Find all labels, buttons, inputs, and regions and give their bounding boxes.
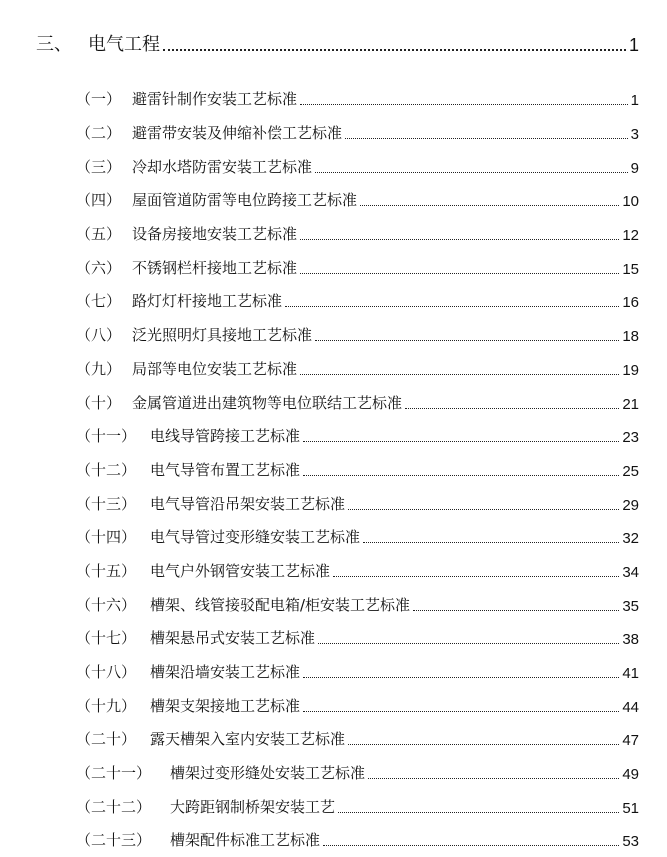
entry-page-number: 1 xyxy=(630,92,639,110)
entry-title: 设备房接地安装工艺标准 xyxy=(132,225,298,244)
toc-entry-list xyxy=(76,82,639,857)
entry-number: （三） xyxy=(76,157,122,176)
entry-title: 泛光照明灯具接地工艺标准 xyxy=(132,326,313,345)
dot-leader xyxy=(163,49,626,51)
section-number: 三、 xyxy=(36,34,72,55)
toc-entry[interactable] xyxy=(76,419,639,453)
entry-number: （十五） xyxy=(76,561,137,580)
dot-leader xyxy=(338,812,619,813)
entry-number: （二十二） xyxy=(76,797,152,816)
dot-leader xyxy=(405,408,619,409)
dot-leader xyxy=(285,306,619,307)
entry-number: （十九） xyxy=(76,696,137,715)
entry-number: （五） xyxy=(76,225,122,244)
entry-page-number: 38 xyxy=(622,631,639,649)
entry-number: （十二） xyxy=(76,460,137,479)
dot-leader xyxy=(360,205,619,206)
entry-number: （九） xyxy=(76,359,122,378)
entry-title: 槽架悬吊式安装工艺标准 xyxy=(150,629,316,648)
entry-page-number: 41 xyxy=(622,665,639,683)
dot-leader xyxy=(348,744,619,745)
toc-entry[interactable] xyxy=(76,453,639,487)
entry-number: （十八） xyxy=(76,663,137,682)
entry-page-number: 21 xyxy=(622,395,639,413)
toc-entry[interactable] xyxy=(76,217,639,251)
toc-entry[interactable] xyxy=(76,352,639,386)
entry-page-number: 44 xyxy=(622,698,639,716)
entry-page-number: 19 xyxy=(622,361,639,379)
entry-page-number: 32 xyxy=(622,530,639,548)
entry-title: 电气户外钢管安装工艺标准 xyxy=(150,561,331,580)
entry-page-number: 3 xyxy=(630,126,639,144)
section-page-number: 1 xyxy=(628,35,639,55)
entry-number: （十六） xyxy=(76,595,137,614)
toc-entry[interactable] xyxy=(76,116,639,150)
entry-page-number: 23 xyxy=(622,429,639,447)
entry-page-number: 18 xyxy=(622,328,639,346)
entry-number: （十三） xyxy=(76,494,137,513)
entry-number: （二十） xyxy=(76,730,137,749)
entry-page-number: 16 xyxy=(622,294,639,312)
entry-title: 槽架配件标准工艺标准 xyxy=(170,831,321,850)
entry-number: （十一） xyxy=(76,427,137,446)
entry-title: 槽架沿墙安装工艺标准 xyxy=(150,663,301,682)
dot-leader xyxy=(300,239,619,240)
toc-entry[interactable] xyxy=(76,587,639,621)
toc-entry[interactable] xyxy=(76,520,639,554)
entry-title: 屋面管道防雷等电位跨接工艺标准 xyxy=(132,191,358,210)
dot-leader xyxy=(300,273,619,274)
entry-number: （二十一） xyxy=(76,764,152,783)
toc-entry[interactable] xyxy=(76,284,639,318)
dot-leader xyxy=(368,778,619,779)
toc-entry[interactable] xyxy=(76,554,639,588)
toc-entry[interactable] xyxy=(76,149,639,183)
entry-title: 露天槽架入室内安装工艺标准 xyxy=(150,730,346,749)
dot-leader xyxy=(413,610,619,611)
dot-leader xyxy=(303,441,619,442)
entry-title: 避雷带安装及伸缩补偿工艺标准 xyxy=(132,124,343,143)
entry-title: 电气导管沿吊架安装工艺标准 xyxy=(150,494,346,513)
toc-entry[interactable] xyxy=(76,756,639,790)
toc-entry[interactable] xyxy=(76,385,639,419)
entry-page-number: 51 xyxy=(622,799,639,817)
dot-leader xyxy=(345,138,628,139)
entry-number: （十） xyxy=(76,393,122,412)
entry-title: 不锈钢栏杆接地工艺标准 xyxy=(132,258,298,277)
entry-number: （二） xyxy=(76,124,122,143)
dot-leader xyxy=(318,643,619,644)
entry-title: 路灯灯杆接地工艺标准 xyxy=(132,292,283,311)
entry-number: （七） xyxy=(76,292,122,311)
toc-entry[interactable] xyxy=(76,688,639,722)
entry-number: （十四） xyxy=(76,528,137,547)
toc-entry[interactable] xyxy=(76,318,639,352)
entry-page-number: 49 xyxy=(622,766,639,784)
entry-title: 冷却水塔防雷安装工艺标准 xyxy=(132,157,313,176)
entry-title: 局部等电位安装工艺标准 xyxy=(132,359,298,378)
entry-page-number: 34 xyxy=(622,563,639,581)
toc-entry[interactable] xyxy=(76,823,639,857)
entry-title: 槽架、线管接驳配电箱/柜安装工艺标准 xyxy=(150,595,411,614)
dot-leader xyxy=(303,475,619,476)
entry-number: （八） xyxy=(76,326,122,345)
toc-entry[interactable] xyxy=(76,486,639,520)
entry-page-number: 12 xyxy=(622,227,639,245)
toc-entry[interactable] xyxy=(76,655,639,689)
entry-page-number: 35 xyxy=(622,597,639,615)
entry-title: 金属管道进出建筑物等电位联结工艺标准 xyxy=(132,393,403,412)
toc-entry[interactable] xyxy=(76,621,639,655)
dot-leader xyxy=(315,172,628,173)
entry-number: （十七） xyxy=(76,629,137,648)
dot-leader xyxy=(363,542,619,543)
entry-title: 避雷针制作安装工艺标准 xyxy=(132,90,298,109)
entry-title: 电气导管布置工艺标准 xyxy=(150,460,301,479)
entry-number: （四） xyxy=(76,191,122,210)
entry-page-number: 29 xyxy=(622,496,639,514)
entry-title: 槽架过变形缝处安装工艺标准 xyxy=(170,764,366,783)
toc-entry[interactable] xyxy=(76,250,639,284)
entry-title: 槽架支架接地工艺标准 xyxy=(150,696,301,715)
entry-number: （二十三） xyxy=(76,831,152,850)
section-title: 电气工程 xyxy=(88,34,160,55)
dot-leader xyxy=(303,711,619,712)
toc-entry[interactable] xyxy=(76,82,639,116)
entry-number: （六） xyxy=(76,258,122,277)
dot-leader xyxy=(333,576,619,577)
entry-number: （一） xyxy=(76,90,122,109)
dot-leader xyxy=(323,845,619,846)
dot-leader xyxy=(300,104,628,105)
entry-page-number: 15 xyxy=(622,260,639,278)
entry-page-number: 47 xyxy=(622,732,639,750)
dot-leader xyxy=(348,509,619,510)
entry-title: 电线导管跨接工艺标准 xyxy=(150,427,301,446)
toc-entry[interactable] xyxy=(76,789,639,823)
dot-leader xyxy=(303,677,619,678)
entry-title: 电气导管过变形缝安装工艺标准 xyxy=(150,528,361,547)
entry-title: 大跨距钢制桥架安装工艺 xyxy=(170,797,336,816)
entry-page-number: 53 xyxy=(622,833,639,851)
toc-section-heading[interactable] xyxy=(36,28,639,56)
dot-leader xyxy=(300,374,619,375)
dot-leader xyxy=(315,340,619,341)
entry-page-number: 10 xyxy=(622,193,639,211)
toc-entry[interactable] xyxy=(76,183,639,217)
toc-entry[interactable] xyxy=(76,722,639,756)
entry-page-number: 25 xyxy=(622,462,639,480)
entry-page-number: 9 xyxy=(630,159,639,177)
